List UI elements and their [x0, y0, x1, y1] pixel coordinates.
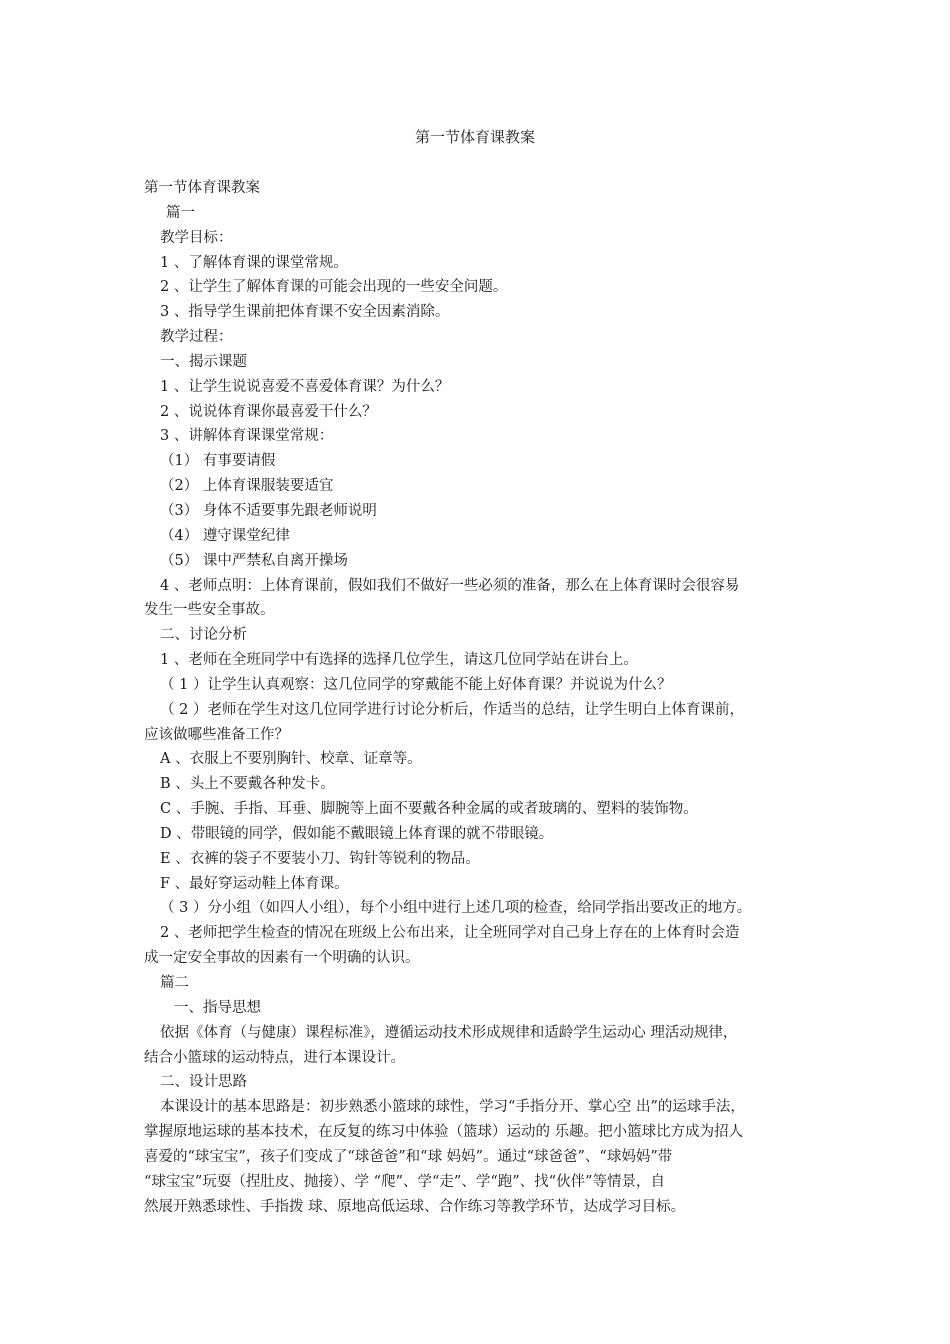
text-line: （4） 遵守课堂纪律	[160, 527, 290, 544]
text-line: C 、手腕、手指、耳垂、脚腕等上面不要戴各种金属的或者玻璃的、塑料的装饰物。	[160, 801, 698, 818]
text-line: 二、讨论分析	[160, 627, 247, 644]
text-line: （2） 上体育课服装要适宜	[160, 478, 334, 495]
text-line: 成一定安全事故的因素有一个明确的认识。	[144, 950, 420, 967]
text-line: （3） 身体不适要事先跟老师说明	[160, 502, 377, 519]
text-line: （5） 课中严禁私自离开操场	[160, 552, 348, 569]
text-line: A 、衣服上不要别胸针、校章、证章等。	[160, 751, 422, 768]
text-line: 4 、老师点明：上体育课前，假如我们不做好一些必须的准备，那么在上体育课时会很容易	[160, 577, 740, 594]
text-line: 掌握原地运球的基本技术，在反复的练习中体验（篮球）运动的 乐趣。把小篮球比方成为招人	[144, 1124, 744, 1141]
text-line: 教学过程：	[160, 329, 233, 346]
page-title: 第一节体育课教案	[414, 128, 535, 146]
text-line: 1 、老师在全班同学中有选择的选择几位学生，请这几位同学站在讲台上。	[160, 652, 638, 669]
text-line: （ 2 ）老师在学生对这几位同学进行讨论分析后，作适当的总结，让学生明白上体育课前，	[160, 701, 744, 718]
text-line: 结合小篮球的运动特点，进行本课设计。	[144, 1049, 405, 1066]
text-line: D 、带眼镜的同学，假如能不戴眼镜上体育课的就不带眼镜。	[160, 825, 554, 842]
text-line: 喜爱的“球宝宝”，孩子们变成了“球爸爸”和“球 妈妈”。通过“球爸爸”、“球妈妈”带	[144, 1148, 673, 1165]
text-line: 1 、让学生说说喜爱不喜爱体育课？为什么？	[160, 378, 450, 395]
text-line: 教学目标：	[160, 229, 233, 246]
text-line: 篇二	[160, 975, 189, 991]
text-line: 3 、讲解体育课课堂常规：	[160, 428, 334, 445]
text-line: E 、衣裤的袋子不要装小刀、钩针等锐利的物品。	[160, 850, 480, 867]
text-line: （ 1 ）让学生认真观察：这几位同学的穿戴能不能上好体育课？并说说为什么？	[160, 676, 672, 693]
text-line: 2 、让学生了解体育课的可能会出现的一些安全问题。	[160, 279, 508, 296]
text-line: 篇一	[166, 204, 195, 221]
text-line: 然展开熟悉球性、手指拨 球、原地高低运球、合作练习等教学环节，达成学习目标。	[144, 1198, 686, 1215]
text-line: 依据《体育（与健康）课程标准》，遵循运动技术形成规律和适龄学生运动心 理活动规律，	[160, 1024, 738, 1041]
text-line: （ 3 ）分小组（如四人小组），每个小组中进行上述几项的检查，给同学指出要改正的地方。	[160, 900, 752, 917]
text-line: 本课设计的基本思路是：初步熟悉小篮球的球性，学习“手指分开、掌心空 出”的运球手法，	[160, 1099, 745, 1116]
text-line: 一、揭示课题	[160, 353, 247, 370]
text-line: B 、头上不要戴各种发卡。	[160, 776, 335, 793]
text-line: 第一节体育课教案	[144, 180, 260, 196]
text-line: F 、最好穿运动鞋上体育课。	[160, 875, 349, 892]
text-line: 二、设计思路	[160, 1074, 247, 1091]
text-line: 2 、说说体育课你最喜爱干什么？	[160, 403, 377, 420]
text-line: （1） 有事要请假	[160, 453, 276, 470]
text-line: “球宝宝”玩耍（捏肚皮、抛接）、学 “爬”、学“走”、学“跑”、找“伙伴”等情景，自	[144, 1173, 665, 1190]
text-line: 1 、了解体育课的课堂常规。	[160, 254, 348, 271]
text-line: 2 、老师把学生检查的情况在班级上公布出来，让全班同学对自己身上存在的上体育时会造	[160, 925, 740, 942]
text-line: 应该做哪些准备工作？	[144, 726, 289, 743]
text-line: 一、指导思想	[174, 999, 261, 1016]
text-line: 发生一些安全事故。	[144, 602, 275, 619]
document-body	[144, 176, 824, 1219]
text-line: 3 、指导学生课前把体育课不安全因素消除。	[160, 304, 450, 321]
